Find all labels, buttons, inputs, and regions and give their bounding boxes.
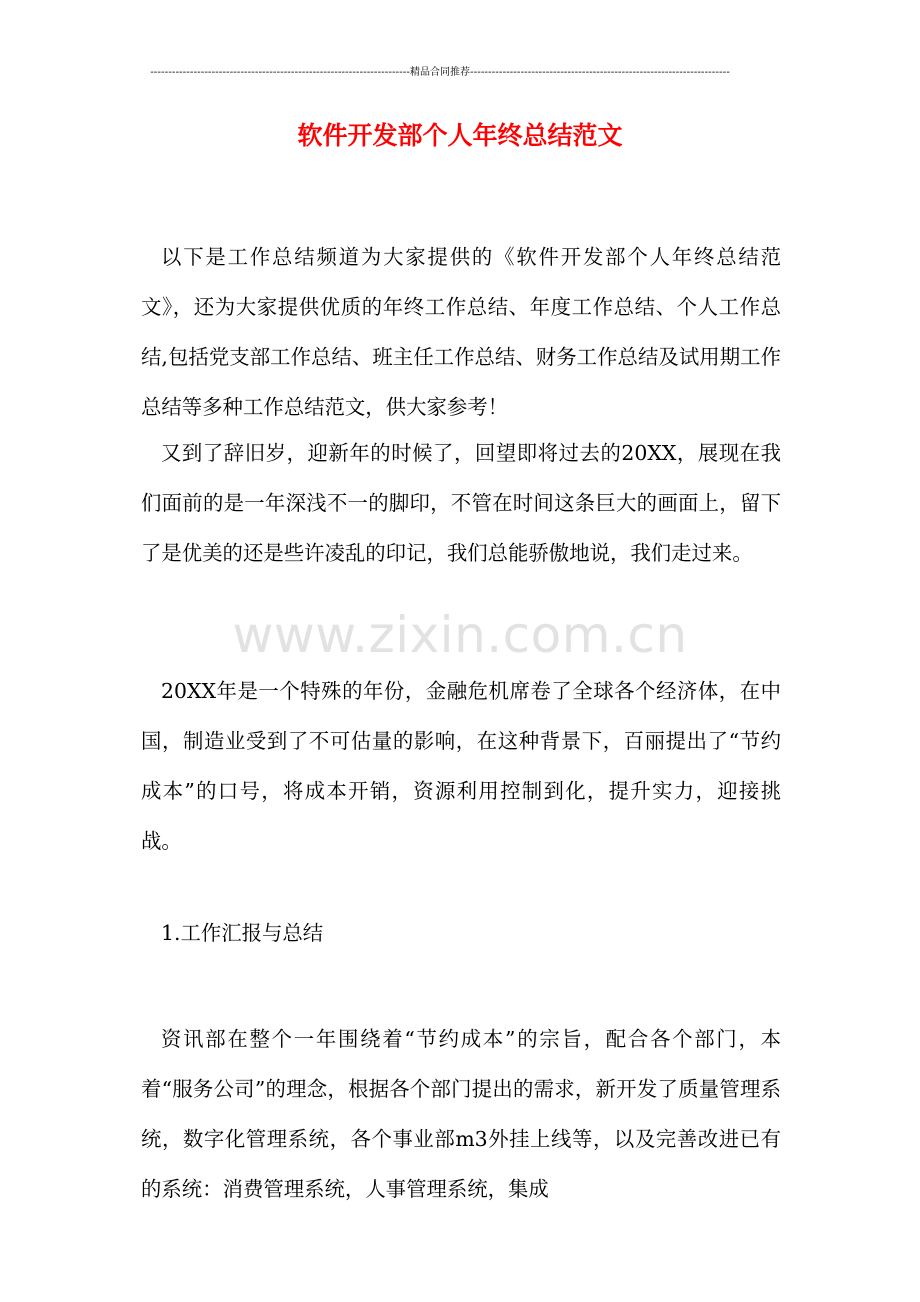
document-title: 软件开发部个人年终总结范文 [297,121,623,150]
header-banner: ------------------------------------------------------------------------精品合同推荐------------------------------------------------------------------------ [150,67,730,78]
body-paragraph-financial-crisis: 20XX年是一个特殊的年份，金融危机席卷了全球各个经济体，在中国，制造业受到了不可估量的影响，在这种背景下，百丽提出了“节约成本”的口号，将成本开销，资源利用控制到化，提升实力，迎接挑战。 [141,679,781,853]
intro-paragraph: 以下是工作总结频道为大家提供的《软件开发部个人年终总结范文》，还为大家提供优质的年终工作总结、年度工作总结、个人工作总结,包括党支部工作总结、班主任工作总结、财务工作总结及试用期工作总结等多种工作总结范文，供大家参考！ [141,245,781,419]
body-paragraph-it-department: 资讯部在整个一年围绕着“节约成本”的宗旨，配合各个部门，本着“服务公司”的理念，根据各个部门提出的需求，新开发了质量管理系统，数字化管理系统，各个事业部m3外挂上线等，以及完善改进已有的系统：消费管理系统，人事管理系统，集成 [141,1027,781,1201]
watermark: www.zixin.com.cn [232,606,688,664]
section-heading-work-report: 1.工作汇报与总结 [161,921,324,945]
body-paragraph-new-year: 又到了辞旧岁，迎新年的时候了，回望即将过去的20XX，展现在我们面前的是一年深浅不一的脚印，不管在时间这条巨大的画面上，留下了是优美的还是些许凌乱的印记，我们总能骄傲地说，我们走过来。 [141,441,781,565]
